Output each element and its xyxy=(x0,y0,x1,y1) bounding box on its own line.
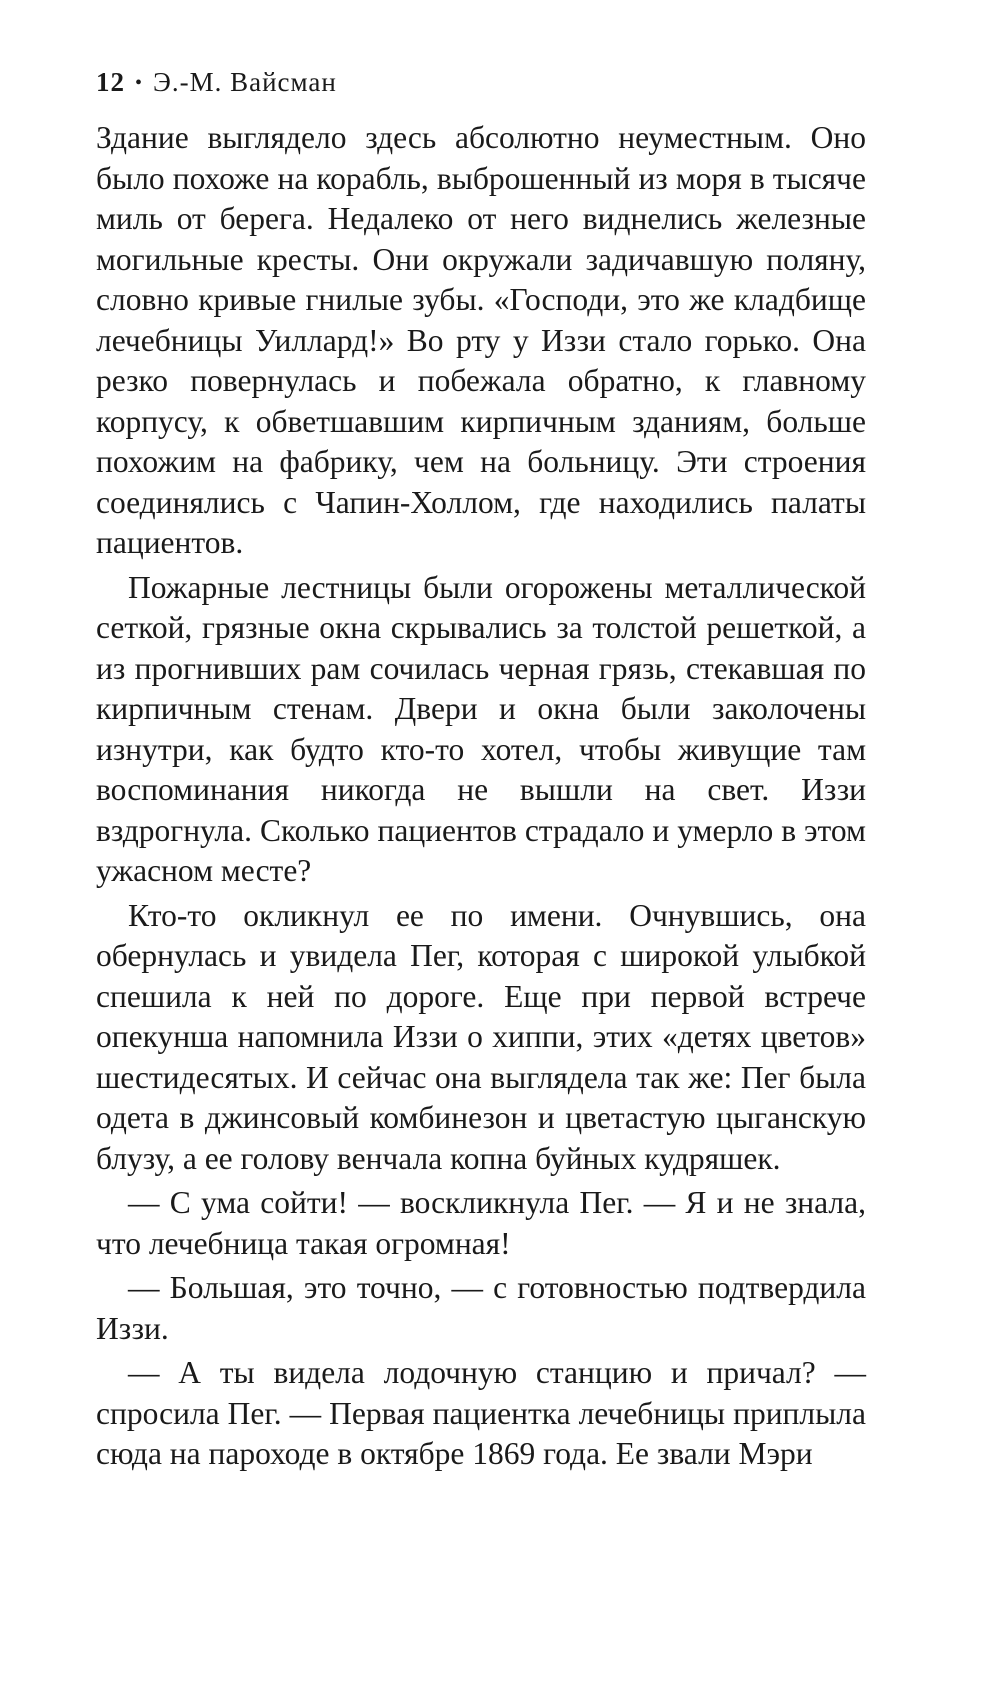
header-separator: • xyxy=(135,72,144,94)
paragraph-building-description: Здание выглядело здесь абсолютно неуместным. Оно было похоже на корабль, выброшенный из моря в тысяче миль от берега. Недалеко от него виднелись железные могильные кресты. Они окружали задичавшую поляну, словно кривые гнилые зубы. «Господи, это же кладбище лечебницы Уиллард!» Во рту у Иззи стало горько. Она резко повернулась и побежала обратно, к главному корпусу, к обветшавшим кирпичным зданиям, больше похожим на фабрику, чем на больницу. Эти строения соединялись с Чапин-Холлом, где находились палаты пациентов. xyxy=(96,120,866,560)
paragraph-fire-escapes: Пожарные лестницы были огорожены металлической сеткой, грязные окна скрывались за толстой решеткой, а из прогнивших рам сочилась черная грязь, стекавшая по кирпичным стенам. Двери и окна были заколочены изнутри, как будто кто-то хотел, чтобы живущие там воспоминания никогда не вышли на свет. Иззи вздрогнула. Сколько пациентов страдало и умерло в этом ужасном месте? xyxy=(96,569,866,888)
paragraph-peg-arrives: Кто-то окликнул ее по имени. Очнувшись, она обернулась и увидела Пег, которая с широкой улыбкой спешила к ней по дороге. Еще при первой встрече опекунша напомнила Иззи о хиппи, этих «детях цветов» шестидесятых. И сейчас она выглядела так же: Пег была одета в джинсовый комбинезон и цветастую цыганскую блузу, а ее голову венчала копна буйных кудряшек. xyxy=(96,897,866,1176)
author-name: Э.-М. Вайсман xyxy=(153,67,337,97)
body-text xyxy=(96,118,866,1475)
running-head xyxy=(96,62,866,102)
book-page xyxy=(96,62,866,1479)
dialogue-izzy-confirms: — Большая, это точно, — с готовностью подтвердила Иззи. xyxy=(96,1270,866,1346)
dialogue-peg-asks: — А ты видела лодочную станцию и причал? — спросила Пег. — Первая пациентка лечебницы приплыла сюда на пароходе в октябре 1869 года. Ее звали Мэри xyxy=(96,1355,866,1471)
page-number: 12 xyxy=(96,67,125,97)
dialogue-peg-exclaims: — С ума сойти! — воскликнула Пег. — Я и не знала, что лечебница такая огромная! xyxy=(96,1185,866,1261)
